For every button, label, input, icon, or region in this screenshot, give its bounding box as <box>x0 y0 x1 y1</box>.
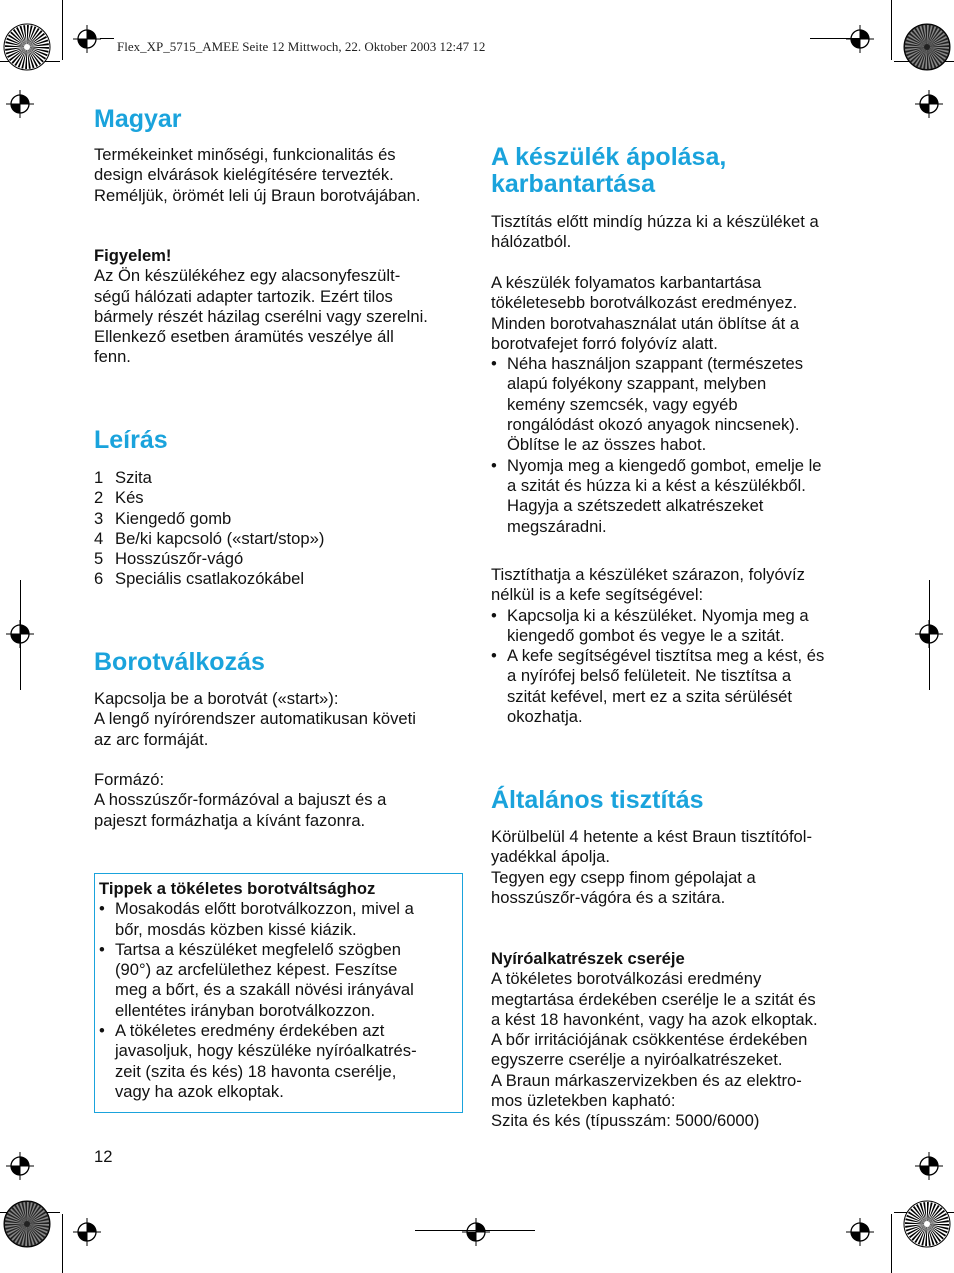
text-line: Mosakodás előtt borotválkozzon, mivel a <box>115 899 414 919</box>
crosshair-icon <box>845 1217 875 1247</box>
text-line: a szitát és húzza ki a kést a készülékből. <box>507 475 806 495</box>
bullet: • <box>491 354 497 374</box>
text-line: Tegyen egy csepp finom gépolajat a <box>491 867 756 887</box>
apolas-p2 <box>491 273 861 537</box>
text-line: A bőr irritációjának csökkentése érdekében <box>491 1030 808 1050</box>
crop-line <box>62 0 63 60</box>
item-text: Speciális csatlakozókábel <box>115 569 305 589</box>
bullet: • <box>99 939 105 959</box>
item-number: 1 <box>94 468 104 487</box>
crosshair-icon <box>5 619 35 649</box>
text-line: bőr, mosdás közben kissé kiázik. <box>115 919 357 939</box>
registration-starburst-icon <box>902 1199 952 1249</box>
text-line: A tökéletes eredmény érdekében azt <box>115 1021 385 1041</box>
text-line: yadékkal ápolja. <box>491 847 611 867</box>
item-text: Kés <box>115 488 144 508</box>
text-line: tökéletesebb borotválkozást eredményez. <box>491 293 798 313</box>
item-number: 2 <box>94 488 104 508</box>
text-line: Reméljük, örömét leli új Braun borotvájában. <box>94 185 421 205</box>
item-text <box>115 940 414 1021</box>
bullet: • <box>491 605 497 625</box>
item-text: Be/ki kapcsoló («start/stop») <box>115 528 325 548</box>
list-item <box>99 1021 458 1102</box>
text-line: Kapcsolja ki a készüléket. Nyomja meg a <box>507 605 809 625</box>
text-line: Formázó: <box>94 770 165 789</box>
item-text: Szita <box>115 468 152 487</box>
section-title-leiras: Leírás <box>94 426 168 454</box>
text-line: megtartása érdekében cserélje le a szitát és <box>491 989 816 1009</box>
text-line: Tartsa a készüléket megfelelő szögben <box>115 939 401 959</box>
text-line: hosszúszőr-vágóra és a szitára. <box>491 887 726 907</box>
registration-starburst-icon <box>2 22 52 72</box>
item-number: 5 <box>94 549 104 569</box>
text-line: mos üzletekben kapható: <box>491 1091 676 1111</box>
item-number: 4 <box>94 528 104 548</box>
item-text: Hosszúszőr-vágó <box>115 549 244 569</box>
list-item <box>94 529 464 549</box>
text-line: Szita és kés (típusszám: 5000/6000) <box>491 1111 760 1131</box>
text-line: a nyírófej belső felületeit. Ne tisztítsa a <box>507 666 792 686</box>
text-line: A Braun márkaszervizekben és az elektro- <box>491 1070 802 1090</box>
text-line: A lengő nyírórendszer automatikusan követi <box>94 709 416 729</box>
apolas-p1 <box>491 212 861 253</box>
text-line: Termékeinket minőségi, funkcionalitás és <box>94 145 396 164</box>
title-line: A készülék ápolása, <box>491 143 727 171</box>
text-line: A kefe segítségével tisztítsa meg a kést, és <box>507 646 825 666</box>
text-line: Kapcsolja be a borotvát («start»): <box>94 689 339 708</box>
text-line: Nyomja meg a kiengedő gombot, emelje le <box>507 455 822 475</box>
borotvalkozas-text <box>94 689 464 750</box>
tips-list <box>99 899 458 1102</box>
apolas-list-2 <box>491 606 861 728</box>
item-text <box>115 899 414 940</box>
crosshair-icon <box>914 1151 944 1181</box>
text-line: Tisztítás előtt mindíg húzza ki a készüléket a <box>491 212 819 231</box>
item-number: 6 <box>94 569 104 589</box>
page-number: 12 <box>94 1147 113 1166</box>
text-line: okozhatja. <box>507 707 583 727</box>
apolas-list-1 <box>491 354 861 537</box>
crosshair-icon <box>914 89 944 119</box>
section-title-magyar: Magyar <box>94 105 182 133</box>
crosshair-icon <box>461 1217 491 1247</box>
list-item <box>99 940 458 1021</box>
bullet: • <box>99 1021 105 1041</box>
text-line: ellentétes irányban borotválkozzon. <box>115 1000 376 1020</box>
crosshair-icon <box>72 1217 102 1247</box>
section-title-apolas <box>491 144 726 198</box>
text-line: rongálódást okozó anyagok nincsenek). <box>507 415 800 435</box>
text-line: Öblítse le az összes habot. <box>507 435 707 455</box>
item-text <box>507 456 822 537</box>
text-line: javasoljuk, hogy készüléke nyíróalkatrés- <box>115 1041 417 1061</box>
text-line: a kést 18 havonként, vagy ha azok elkoptak. <box>491 1009 818 1029</box>
text-line: Minden borotvahasználat után öblítse át a <box>491 313 800 333</box>
text-line: hálózatból. <box>491 232 572 252</box>
list-item <box>491 354 861 455</box>
formazo-text <box>94 770 464 831</box>
crosshair-icon <box>5 89 35 119</box>
text-line: nélkül is a kefe segítségével: <box>491 585 704 605</box>
text-line: ségű hálózati adapter tartozik. Ezért tilos <box>94 286 393 306</box>
text-line: zeit (szita és kés) 18 havonta cserélje, <box>115 1061 397 1081</box>
text-line: design elvárások kielégítésére tervezték. <box>94 165 394 185</box>
text-line: egyszerre cserélje a nyiróalkatrészeket. <box>491 1050 783 1070</box>
crosshair-icon <box>914 619 944 649</box>
crop-line <box>891 1214 892 1273</box>
text-line: A tökéletes borotválkozási eredmény <box>491 969 762 989</box>
text-line: Hagyja a szétszedett alkatrészeket <box>507 496 764 516</box>
text-line: szitát kefével, mert ez a szita sérülését <box>507 686 792 706</box>
registration-starburst-icon <box>902 22 952 72</box>
list-item <box>491 646 861 727</box>
text-line: kemény szemcsék, vagy egyéb <box>507 394 738 414</box>
tips-box <box>94 873 463 1113</box>
text-line: A hosszúszőr-formázóval a bajuszt és a <box>94 790 387 810</box>
apolas-p3 <box>491 565 861 727</box>
list-item <box>94 549 464 569</box>
registration-starburst-icon <box>2 1199 52 1249</box>
list-item <box>94 569 464 589</box>
section-title-borotvalkozas: Borotválkozás <box>94 648 265 676</box>
bullet: • <box>99 899 105 919</box>
guide-line <box>100 38 114 39</box>
section-title-altalanos: Általános tisztítás <box>491 786 704 814</box>
title-line: karbantartása <box>491 170 655 198</box>
text-line: A készülék folyamatos karbantartása <box>491 273 762 292</box>
item-text: Kiengedő gomb <box>115 508 232 528</box>
bullet: • <box>491 646 497 666</box>
text-line: meg a bőrt, és a szakáll növési irányával <box>115 980 414 1000</box>
text-line: pajeszt formázhatja a kívánt fazonra. <box>94 810 366 830</box>
text-line: az arc formáját. <box>94 729 209 749</box>
text-line: vagy ha azok elkoptak. <box>115 1081 284 1101</box>
text-line: fenn. <box>94 347 131 367</box>
list-item <box>94 509 464 529</box>
tips-title: Tippek a tökéletes borotváltsághoz <box>99 879 376 898</box>
list-item <box>94 468 464 488</box>
text-line: kiengedő gombot és vegye le a szitát. <box>507 625 785 645</box>
subsection-title: Nyíróalkatrészek cseréje <box>491 949 685 968</box>
list-item <box>99 899 458 940</box>
crop-line <box>891 0 892 60</box>
text-line: Tisztíthatja a készüléket szárazon, folyóvíz <box>491 565 805 584</box>
slug-line: Flex_XP_5715_AMEE Seite 12 Mittwoch, 22. Oktober 2003 12:47 12 <box>117 39 486 54</box>
magyar-intro <box>94 145 464 206</box>
crosshair-icon <box>72 24 102 54</box>
text-line: megszáradni. <box>507 516 607 536</box>
text-line: borotvafejet forró folyóvíz alatt. <box>491 333 718 353</box>
item-text <box>507 606 809 647</box>
altalanos-p2 <box>491 949 861 1132</box>
list-item <box>491 606 861 647</box>
text-line: Néha használjon szappant (természetes <box>507 354 804 374</box>
item-text <box>507 354 803 455</box>
bullet: • <box>491 455 497 475</box>
crosshair-icon <box>5 1151 35 1181</box>
item-number: 3 <box>94 508 104 528</box>
magyar-warning <box>94 246 464 368</box>
text-line: (90°) az arcfelülethez képest. Feszítse <box>115 960 398 980</box>
list-item <box>491 456 861 537</box>
text-line: Ellenkező esetben áramütés veszélye áll <box>94 327 394 347</box>
item-text <box>115 1021 417 1102</box>
text-line: alapú folyékony szappant, melyben <box>507 374 767 394</box>
text-line: Az Ön készülékéhez egy alacsonyfeszült- <box>94 266 401 286</box>
text-line: Körülbelül 4 hetente a kést Braun tisztítófol- <box>491 827 812 846</box>
altalanos-p1 <box>491 827 861 908</box>
crosshair-icon <box>845 24 875 54</box>
crop-line <box>62 1214 63 1273</box>
text-line: bármely részét házilag cserélni vagy szerelni. <box>94 306 428 326</box>
list-item <box>94 488 464 508</box>
parts-list <box>94 468 464 590</box>
item-text <box>507 646 824 727</box>
warning-title: Figyelem! <box>94 246 172 265</box>
